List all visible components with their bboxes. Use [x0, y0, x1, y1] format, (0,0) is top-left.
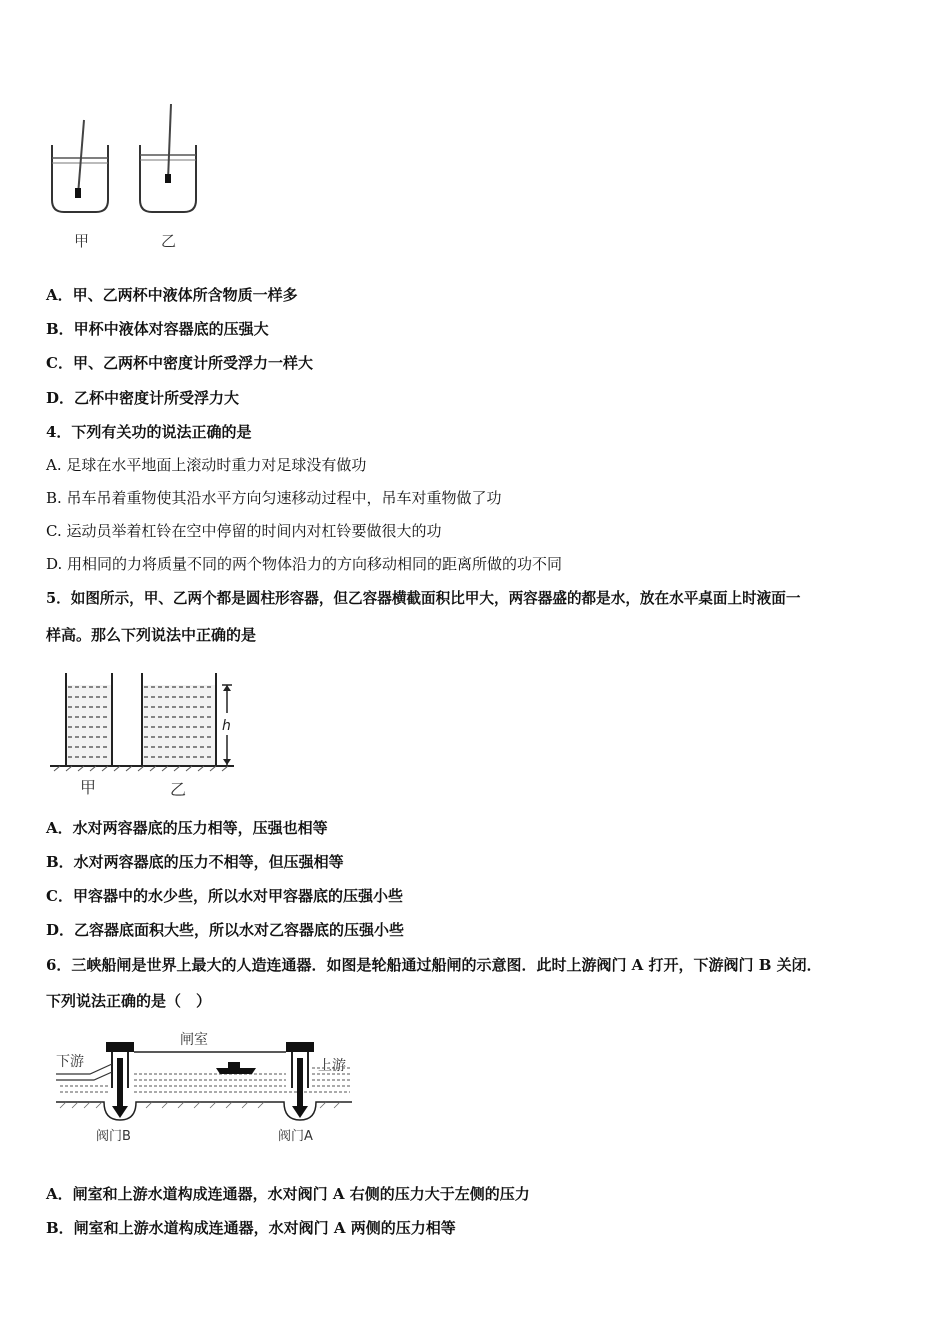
q3-option-c: C．甲、乙两杯中密度计所受浮力一样大 [46, 354, 313, 372]
lock-chamber-label: 闸室 [180, 1032, 208, 1048]
q5-option-c: C．甲容器中的水少些，所以水对甲容器底的压强小些 [46, 887, 403, 905]
figure-ship-lock [50, 1028, 360, 1150]
figure2-label-left: 甲 [80, 778, 97, 797]
valve-a-label: 阀门A [278, 1129, 313, 1144]
q4-option-a: A. 足球在水平地面上滚动时重力对足球没有做功 [46, 456, 367, 474]
figure1-label-right: 乙 [161, 232, 177, 250]
q5-stem-line1: 5．如图所示，甲、乙两个都是圆柱形容器，但乙容器横截面积比甲大，两容器盛的都是水，放在水平桌面上时液面一 [46, 590, 801, 607]
figure2-height-label: h [222, 718, 231, 734]
q3-option-b: B．甲杯中液体对容器底的压强大 [46, 320, 269, 338]
figure-cylinders [46, 665, 241, 805]
q4-option-c: C. 运动员举着杠铃在空中停留的时间内对杠铃要做很大的功 [46, 522, 442, 540]
q3-option-a: A．甲、乙两杯中液体所含物质一样多 [46, 286, 298, 304]
valve-b-label: 阀门B [96, 1129, 131, 1144]
q6-stem-line1: 6．三峡船闸是世界上最大的人造连通器．如图是轮船通过船闸的示意图．此时上游阀门 A 打开，下游阀门 B 关闭． [46, 956, 822, 974]
q4-option-d: D. 用相同的力将质量不同的两个物体沿力的方向移动相同的距离所做的功不同 [46, 555, 563, 573]
figure2-label-right: 乙 [170, 780, 187, 799]
q5-option-b: B．水对两容器底的压力不相等，但压强相等 [46, 853, 344, 871]
downstream-label: 下游 [56, 1054, 84, 1070]
q5-stem-line2: 样高。那么下列说法中正确的是 [46, 626, 257, 644]
figure-hydrometers [44, 100, 214, 255]
q4-stem: 4．下列有关功的说法正确的是 [46, 423, 252, 441]
q5-option-a: A．水对两容器底的压力相等，压强也相等 [46, 819, 328, 837]
q3-option-d: D．乙杯中密度计所受浮力大 [46, 389, 240, 407]
figure1-label-left: 甲 [74, 232, 90, 250]
q4-option-b: B. 吊车吊着重物使其沿水平方向匀速移动过程中，吊车对重物做了功 [46, 489, 502, 507]
q6-option-b: B．闸室和上游水道构成连通器，水对阀门 A 两侧的压力相等 [46, 1219, 456, 1237]
upstream-label: 上游 [318, 1058, 346, 1074]
q6-option-a: A．闸室和上游水道构成连通器，水对阀门 A 右侧的压力大于左侧的压力 [46, 1185, 530, 1203]
q6-stem-line2: 下列说法正确的是（ ） [46, 992, 212, 1010]
q5-option-d: D．乙容器底面积大些，所以水对乙容器底的压强小些 [46, 921, 405, 939]
